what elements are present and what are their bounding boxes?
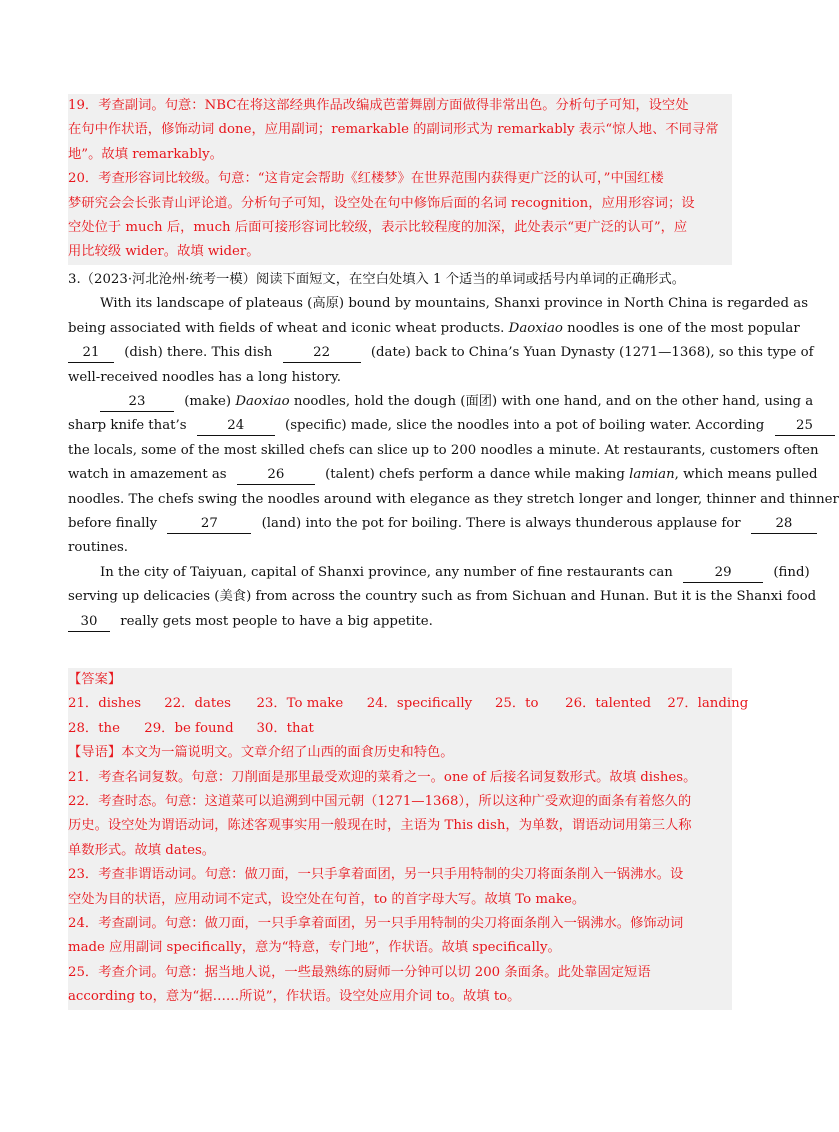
- explanation-22-line3: 单数形式。故填 dates。: [68, 842, 216, 858]
- text: (talent) chefs perform a dance while making: [325, 467, 625, 483]
- answer-23: 23．To make: [256, 696, 344, 712]
- passage-p2-line5: noodles. The chefs swing the noodles around with elegance as they stretch longer and longer, thinner and thinner: [68, 491, 839, 507]
- passage-p2-line4: [68, 463, 818, 487]
- text: being associated with fields of wheat and iconic wheat products.: [68, 320, 505, 336]
- blank-21[interactable]: 21: [68, 344, 114, 363]
- text: In the city of Taiyuan, capital of Shanxi province, any number of fine restaurants can: [100, 564, 673, 580]
- answer-27: 27．landing: [667, 696, 749, 712]
- answer-22: 22．dates: [164, 696, 231, 712]
- blank-22[interactable]: 22: [283, 344, 361, 363]
- guide-text: 【导语】本文为一篇说明文。文章介绍了山西的面食历史和特色。: [68, 745, 454, 761]
- answer-26: 26．talented: [565, 696, 652, 712]
- explanation-q20-line3: 空处位于 much 后，much 后面可接形容词比较级，表示比较程度的加深，此处表示“更广泛的认可”，应: [68, 220, 688, 236]
- blank-30[interactable]: 30: [68, 613, 110, 632]
- text: sharp knife that’s: [68, 418, 187, 434]
- text: watch in amazement as: [68, 467, 227, 483]
- text: (find): [773, 564, 810, 580]
- text: noodles, hold the dough (面团) with one hand, and on the other hand, using a: [293, 394, 814, 410]
- explanation-25-line1: 25．考查介词。句意：据当地人说，一些最熟练的厨师一分钟可以切 200 条面条。此处靠固定短语: [68, 964, 651, 980]
- text: really gets most people to have a big appetite.: [120, 613, 433, 629]
- blank-25[interactable]: 25: [775, 417, 835, 436]
- explanation-23-line1: 23．考查非谓语动词。句意：做刀面，一只手拿着面团，另一只手用特制的尖刀将面条削入一锅沸水。设: [68, 867, 684, 883]
- explanation-q19-line1: 19．考查副词。句意：NBC在将这部经典作品改编成芭蕾舞剧方面做得非常出色。分析句子可知，设空处: [68, 98, 689, 113]
- blank-26[interactable]: 26: [237, 466, 315, 485]
- answer-row-2: [68, 717, 732, 741]
- text: (specific) made, slice the noodles into a pot of boiling water. According: [285, 418, 765, 434]
- passage-p2-line1: [68, 390, 814, 414]
- answer-24: 24．specifically: [366, 696, 473, 712]
- passage-p2-line6: [68, 512, 793, 536]
- blank-23[interactable]: 23: [100, 393, 174, 412]
- passage-p3-line1: [68, 561, 810, 585]
- explanation-25-line2: according to，意为“据……所说”，作状语。设空处应用介词 to。故填 to。: [68, 989, 521, 1005]
- blank-24[interactable]: 24: [197, 417, 275, 436]
- answer-30: 30．that: [256, 720, 314, 736]
- explanation-24-line2: made 应用副词 specifically，意为“特意，专门地”，作状语。故填 specifically。: [68, 940, 561, 956]
- question-3: [68, 268, 839, 634]
- blank-28[interactable]: 28: [751, 515, 817, 534]
- blank-27[interactable]: 27: [167, 515, 251, 534]
- text: (land) into the pot for boiling. There is always thunderous applause for: [261, 516, 741, 532]
- daoxiao-term: Daoxiao: [508, 320, 563, 336]
- answer-row-1: [68, 692, 749, 716]
- explanation-q20-line4: 用比较级 wider。故填 wider。: [68, 244, 260, 260]
- answer-label: 【答案】: [68, 672, 122, 687]
- passage-p2-line7: routines.: [68, 540, 129, 556]
- explanation-q19-line2: 在句中作状语，修饰动词 done，应用副词；remarkable 的副词形式为 remarkably 表示“惊人地、不同寻常: [68, 122, 719, 138]
- explanation-22-line1: 22．考查时态。句意：这道菜可以追溯到中国元朝（1271—1368），所以这种广受欢迎的面条有着悠久的: [68, 794, 692, 810]
- question-3-header: 3.（2023·河北沧州·统考一模）阅读下面短文，在空白处填入 1 个适当的单词或括号内单词的正确形式。: [68, 272, 686, 287]
- passage-p1-line3: [68, 341, 814, 365]
- passage-p1-line2: [68, 317, 800, 341]
- passage-p2-line2: [68, 414, 813, 438]
- text: noodles is one of the most popular: [567, 320, 800, 336]
- explanation-q20-line1: 20．考查形容词比较级。句意：“这肯定会帮助《红楼梦》在世界范围内获得更广泛的认可，”中国红楼: [68, 171, 664, 187]
- explanation-21: 21．考查名词复数。句意：刀削面是那里最受欢迎的菜肴之一。one of 后接名词复数形式。故填 dishes。: [68, 769, 697, 785]
- passage-p3-line3: [68, 610, 732, 634]
- explanation-24-line1: 24．考查副词。句意：做刀面，一只手拿着面团，另一只手用特制的尖刀将面条削入一锅沸水。修饰动词: [68, 916, 684, 932]
- text: , which means pulled: [674, 467, 818, 483]
- explanation-23-line2: 空处为目的状语，应用动词不定式，设空处在句首，to 的首字母大写。故填 To make。: [68, 891, 586, 907]
- explanation-q19-line3: 地”。故填 remarkably。: [68, 146, 223, 162]
- answer-28: 28．the: [68, 720, 120, 736]
- passage-p3-line2: serving up delicacies (美食) from across the country such as from Sichuan and Hunan. But it is the Shanxi food: [68, 589, 817, 605]
- passage-p1-line4: well-received noodles has a long history.: [68, 369, 341, 385]
- explanation-22-line2: 历史。设空处为谓语动词，陈述客观事实用一般现在时，主语为 This dish，为单数，谓语动词用第三人称: [68, 818, 692, 834]
- text: (date) back to China’s Yuan Dynasty (1271—1368), so this type of: [370, 345, 814, 361]
- text: (dish) there. This dish: [124, 345, 273, 361]
- text: before finally: [68, 516, 158, 532]
- answer-block: [68, 668, 749, 1010]
- daoxiao-term: Daoxiao: [235, 394, 290, 410]
- explanation-block-top: [68, 94, 732, 265]
- passage-p1-line1: [68, 292, 809, 316]
- lamian-term: lamian: [629, 467, 675, 483]
- text: With its landscape of plateaus (高原) bound by mountains, Shanxi province in North China is regarded as: [100, 296, 809, 312]
- answer-29: 29．be found: [144, 720, 234, 736]
- explanation-q20-line2: 梦研究会会长张青山评论道。分析句子可知，设空处在句中修饰后面的名词 recognition，应用形容词；设: [68, 195, 695, 211]
- answer-21: 21．dishes: [68, 696, 142, 712]
- text: (make): [184, 394, 232, 410]
- blank-29[interactable]: 29: [683, 564, 763, 583]
- passage-p2-line3: the locals, some of the most skilled chefs can slice up to 200 noodles a minute. At restaurants, customers often: [68, 442, 819, 458]
- answer-25: 25．to: [494, 696, 539, 712]
